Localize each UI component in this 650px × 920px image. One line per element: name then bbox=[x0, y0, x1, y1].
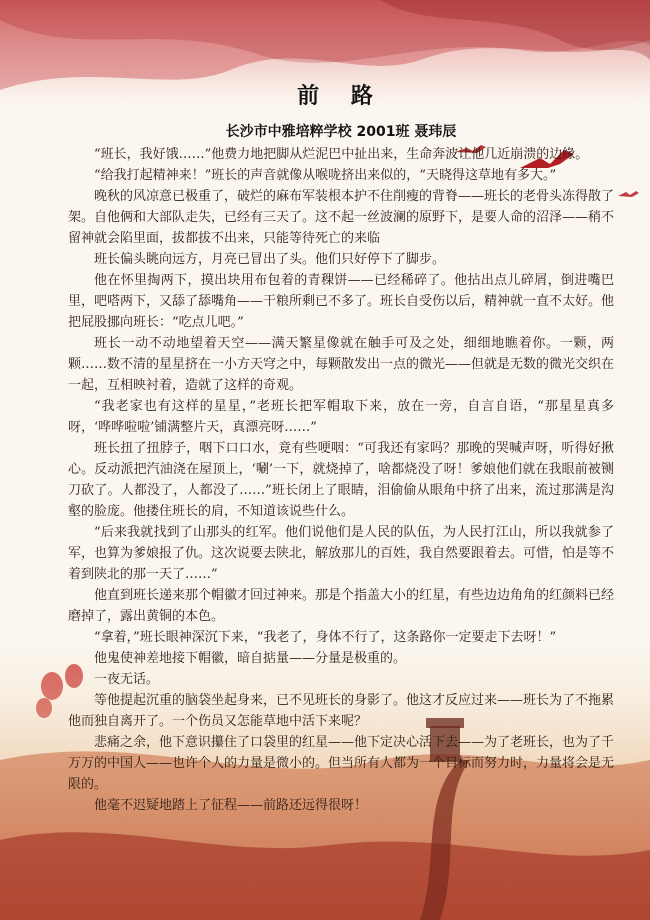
paragraph: 他在怀里掏两下，摸出块用布包着的青稞饼——已经稀碎了。他拈出点儿碎屑，倒进嘴巴里，吧嗒两下，又舔了舔嘴角——干粮所剩已不多了。班长自受伤以后，精神就一直不太好。他把屁股挪向班长：“吃点儿吧。” bbox=[68, 273, 615, 330]
article bbox=[68, 82, 614, 816]
article-title: 前 路 bbox=[297, 84, 385, 109]
paragraph: “给我打起精神来！”班长的声音就像从喉咙挤出来似的，“天晓得这草地有多大。” bbox=[94, 168, 557, 183]
paragraph: 一夜无话。 bbox=[94, 672, 160, 687]
paragraph: “后来我就找到了山那头的红军。他们说他们是人民的队伍，为人民打江山，所以我就参了军，也算为爹娘报了仇。这次说要去陕北，解放那儿的百姓，我自然要跟着去。可惜，怕是等不着到陕北的那一天了……” bbox=[68, 525, 615, 582]
paragraph: 晚秋的风凉意已极重了，破烂的麻布军装根本护不住削瘦的背脊——班长的老骨头冻得散了架。自他俩和大部队走失，已经有三天了。这不起一丝波澜的原野下，是要人命的沼泽——稍不留神就会陷里面，拔都拔不出来，只能等待死亡的来临 bbox=[68, 189, 615, 246]
paragraph: 悲痛之余，他下意识攥住了口袋里的红星——他下定决心活下去——为了老班长，也为了千万万的中国人——也许个人的力量是微小的。但当所有人都为一个目标而努力时，力量将会是无限的。 bbox=[68, 735, 615, 792]
paragraph: 等他提起沉重的脑袋坐起身来，已不见班长的身影了。他这才反应过来——班长为了不拖累他而独自离开了。一个伤员又怎能草地中活下来呢？ bbox=[68, 693, 615, 729]
paragraph: “拿着，”班长眼神深沉下来，“我老了，身体不行了，这条路你一定要走下去呀！” bbox=[94, 630, 557, 645]
author-line: 长沙市中雅培粹学校 2001班 聂玮辰 bbox=[225, 124, 457, 140]
paragraph: 班长扭了扭脖子，咽下口口水，竟有些哽咽：“可我还有家吗？那晚的哭喊声呀，听得好揪心。反动派把汽油浇在屋顶上，‘唰’一下，就烧掉了，啥都烧没了呀！爹娘他们就在我眼前被铡刀砍了。人都没了，人都没了……”班长闭上了眼睛，泪偷偷从眼角中挤了出来，流过那满是沟壑的脸庞。他搂住班长的肩，不知道该说些什么。 bbox=[68, 441, 614, 519]
paragraph: “我老家也有这样的星星，”老班长把军帽取下来，放在一旁，自言自语，“那星星真多呀，‘哗哗啦啦’铺满整片天，真漂亮呀……” bbox=[68, 399, 614, 435]
paragraph: 班长偏头眺向远方，月亮已冒出了头。他们只好停下了脚步。 bbox=[94, 252, 446, 267]
paragraph: 他鬼使神差地接下帽徽，暗自掂量——分量是极重的。 bbox=[94, 651, 407, 666]
paragraph: 他毫不迟疑地踏上了征程——前路还远得很呀！ bbox=[94, 798, 368, 813]
paragraph: 班长一动不动地望着天空——满天繁星像就在触手可及之处，细细地瞧着你。一颗，两颗……数不清的星星挤在一小方天穹之中，每颗散发出一点的微光——但就是无数的微光交织在一起，互相映衬着，造就了这样的奇观。 bbox=[68, 336, 615, 393]
paragraph: “班长，我好饿……”他费力地把脚从烂泥巴中扯出来，生命奔波让他几近崩溃的边缘。 bbox=[94, 147, 589, 162]
paragraph: 他直到班长递来那个帽徽才回过神来。那是个指盖大小的红星，有些边边角角的红颜料已经磨掉了，露出黄铜的本色。 bbox=[68, 588, 615, 624]
